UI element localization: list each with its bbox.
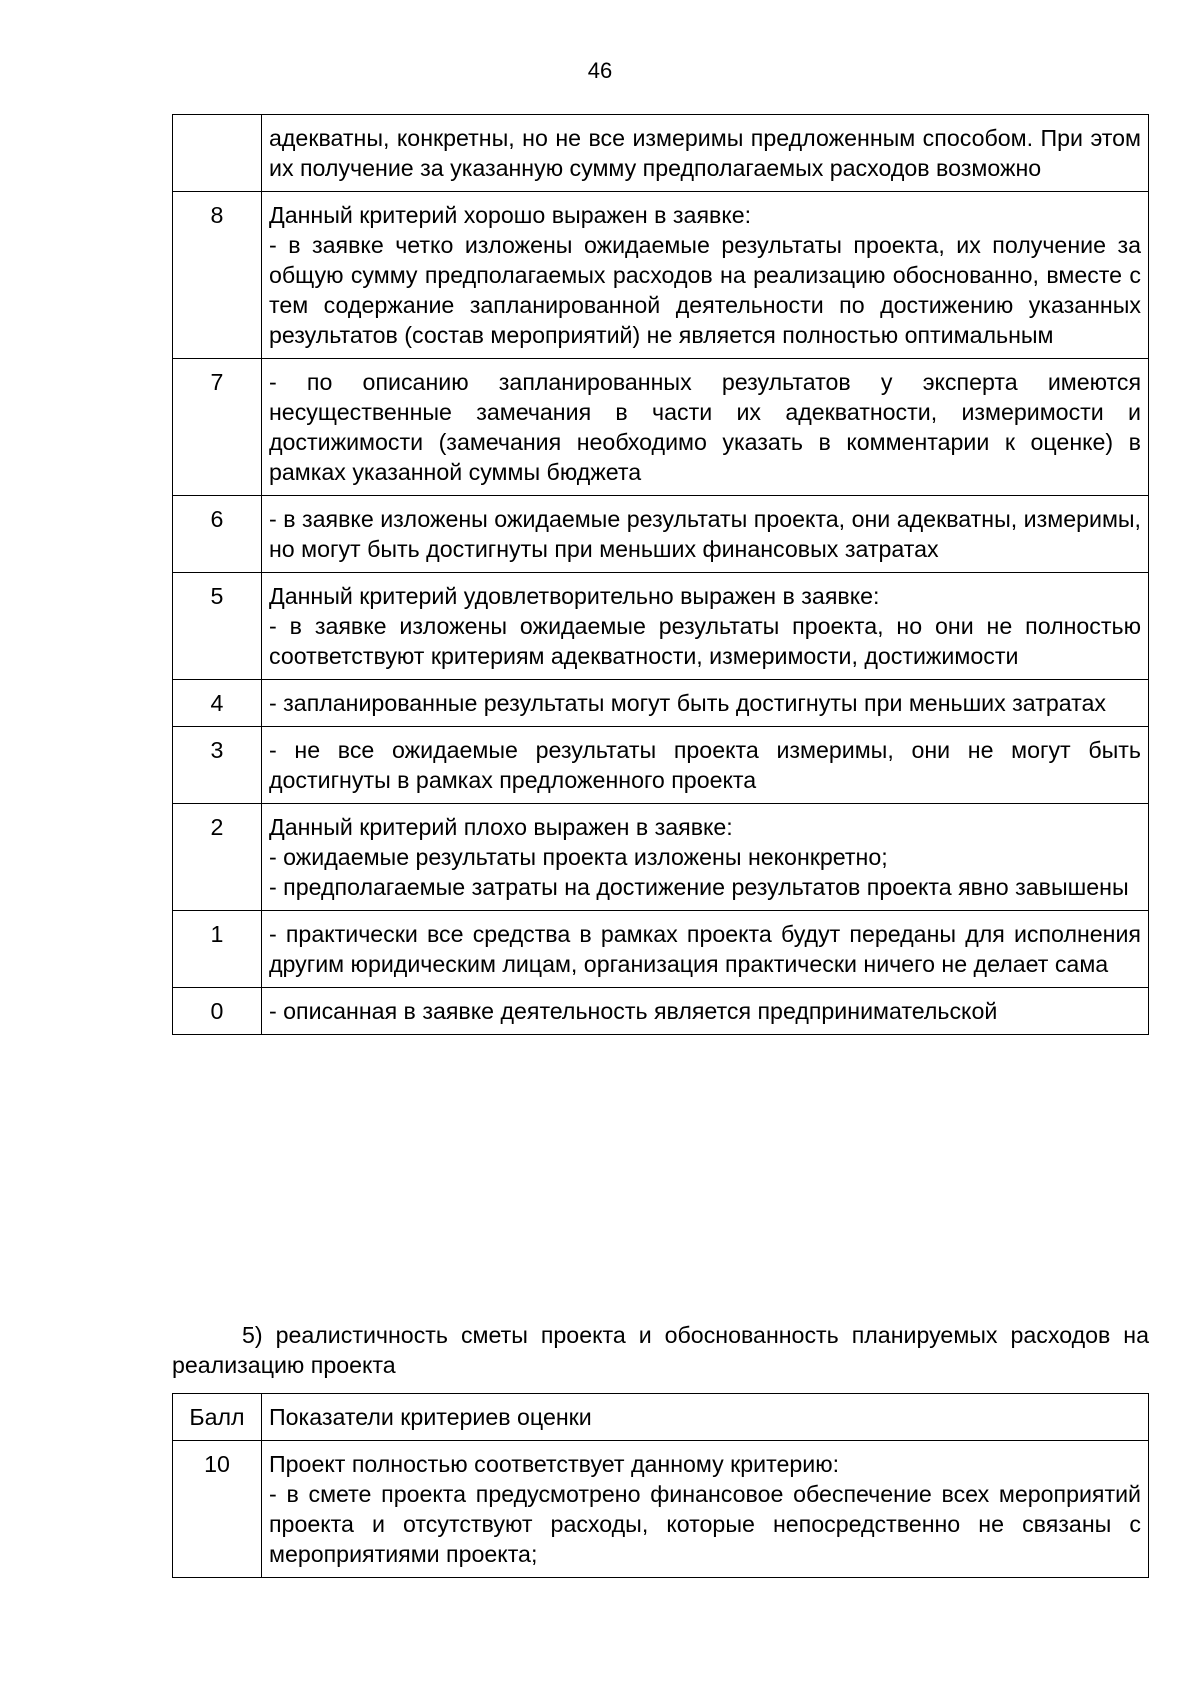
table-row	[173, 115, 1149, 192]
criteria-line: Данный критерий плохо выражен в заявке:	[269, 814, 733, 840]
score-cell: 7	[173, 359, 262, 496]
section-heading: 5) реалистичность сметы проекта и обоснованность планируемых расходов на реализацию проекта	[172, 1322, 1149, 1378]
table-row	[173, 359, 1149, 496]
table-row	[173, 192, 1149, 359]
criteria-cell	[262, 573, 1149, 680]
score-cell: 8	[173, 192, 262, 359]
criteria-cell	[262, 680, 1149, 727]
table-row	[173, 727, 1149, 804]
criteria-table-budget	[172, 1393, 1149, 1578]
criteria-line: - практически все средства в рамках проекта будут переданы для исполнения другим юридическим лицам, организация практически ничего не делает сама	[269, 921, 1141, 977]
criteria-cell	[262, 988, 1149, 1035]
criteria-line: - в заявке изложены ожидаемые результаты проекта, но они не полностью соответствуют критериям адекватности, измеримости, достижимости	[269, 613, 1141, 669]
score-cell	[173, 115, 262, 192]
criteria-line: Данный критерий хорошо выражен в заявке:	[269, 202, 752, 228]
score-cell: 4	[173, 680, 262, 727]
score-cell: 3	[173, 727, 262, 804]
table-row	[173, 911, 1149, 988]
criteria-line: - описанная в заявке деятельность является предпринимательской	[269, 998, 998, 1024]
table-row	[173, 496, 1149, 573]
score-cell: 0	[173, 988, 262, 1035]
table-row	[173, 804, 1149, 911]
score-cell: 6	[173, 496, 262, 573]
table-row	[173, 1441, 1149, 1578]
criteria-line: - в заявке изложены ожидаемые результаты проекта, они адекватны, измеримы, но могут быть достигнуты при меньших финансовых затратах	[269, 506, 1141, 562]
criteria-line: Проект полностью соответствует данному критерию:	[269, 1451, 840, 1477]
criteria-cell	[262, 804, 1149, 911]
score-cell: 2	[173, 804, 262, 911]
criteria-line: - в смете проекта предусмотрено финансовое обеспечение всех мероприятий проекта и отсутствуют расходы, которые непосредственно не связаны с мероприятиями проекта;	[269, 1481, 1141, 1567]
criteria-table-project-results	[172, 114, 1149, 1035]
criteria-cell	[262, 1441, 1149, 1578]
criteria-line: Данный критерий удовлетворительно выражен в заявке:	[269, 583, 880, 609]
criteria-column-header: Показатели критериев оценки	[262, 1394, 1149, 1441]
score-cell: 5	[173, 573, 262, 680]
criteria-cell	[262, 359, 1149, 496]
table-row	[173, 573, 1149, 680]
table-row	[173, 988, 1149, 1035]
page-number: 46	[587, 58, 613, 83]
criteria-line: - ожидаемые результаты проекта изложены неконкретно;	[269, 844, 888, 870]
criteria-cell	[262, 727, 1149, 804]
criteria-line: адекватны, конкретны, но не все измеримы предложенным способом. При этом их получение за указанную сумму предполагаемых расходов возможно	[269, 125, 1141, 181]
criteria-cell	[262, 192, 1149, 359]
score-column-header: Балл	[173, 1394, 262, 1441]
criteria-line: - по описанию запланированных результатов у эксперта имеются несущественные замечания в части их адекватности, измеримости и достижимости (замечания необходимо указать в комментарии к оценке) в рамках указанной суммы бюджета	[269, 369, 1141, 485]
criteria-line: - запланированные результаты могут быть достигнуты при меньших затратах	[269, 690, 1106, 716]
criteria-cell	[262, 496, 1149, 573]
table-row	[173, 680, 1149, 727]
score-cell: 10	[173, 1441, 262, 1578]
score-cell: 1	[173, 911, 262, 988]
criteria-line: - не все ожидаемые результаты проекта измеримы, они не могут быть достигнуты в рамках предложенного проекта	[269, 737, 1141, 793]
criteria-cell	[262, 115, 1149, 192]
criteria-line: - предполагаемые затраты на достижение результатов проекта явно завышены	[269, 874, 1129, 900]
table-header-row	[173, 1394, 1149, 1441]
criteria-line: - в заявке четко изложены ожидаемые результаты проекта, их получение за общую сумму предполагаемых расходов на реализацию обоснованно, вместе с тем содержание запланированной деятельности по достижению указанных результатов (состав мероприятий) не является полностью оптимальным	[269, 232, 1141, 348]
criteria-cell	[262, 911, 1149, 988]
